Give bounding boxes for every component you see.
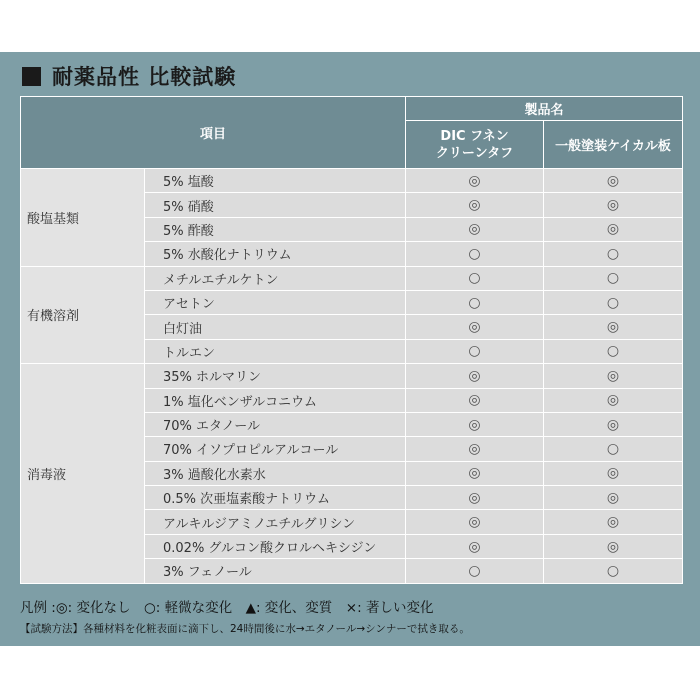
title-square-icon: [22, 67, 41, 86]
product-b-result: ◎: [544, 169, 683, 193]
item-name: 5% 硝酸: [145, 193, 406, 217]
table-row: [21, 266, 683, 290]
item-name: 70% エタノール: [145, 412, 406, 436]
product-a-result: ○: [406, 266, 544, 290]
product-b-result: ◎: [544, 315, 683, 339]
table-row: [21, 169, 683, 193]
product-b-result: ◎: [544, 486, 683, 510]
item-name: 3% 過酸化水素水: [145, 461, 406, 485]
product-a-result: ○: [406, 559, 544, 583]
category-cell: 有機溶剤: [21, 266, 145, 364]
item-name: トルエン: [145, 339, 406, 363]
product-a-result: ◎: [406, 315, 544, 339]
product-a-result: ◎: [406, 486, 544, 510]
header-product: 製品名: [406, 97, 683, 121]
product-a-result: ◎: [406, 388, 544, 412]
page-title: [22, 62, 236, 90]
product-b-result: ◎: [544, 217, 683, 241]
product-b-result: ◎: [544, 412, 683, 436]
table-body: [21, 169, 683, 584]
product-b-result: ◎: [544, 534, 683, 558]
item-name: 1% 塩化ベンザルコニウム: [145, 388, 406, 412]
product-a-result: ◎: [406, 169, 544, 193]
item-name: アセトン: [145, 290, 406, 314]
legend: 凡例 :◎: 変化なし ○: 軽微な変化 ▲: 変化、変質 ×: 著しい変化: [20, 600, 434, 616]
category-cell: 酸塩基類: [21, 169, 145, 267]
product-a-result: ○: [406, 242, 544, 266]
header-item: 項目: [21, 97, 406, 169]
header-product-a: DIC フネン クリーンタフ: [406, 121, 544, 169]
product-b-result: ○: [544, 290, 683, 314]
product-b-result: ◎: [544, 193, 683, 217]
table-row: [21, 364, 683, 388]
item-name: 70% イソプロピルアルコール: [145, 437, 406, 461]
comparison-table: [20, 96, 683, 584]
test-method-note: 【試験方法】各種材料を化粧表面に滴下し、24時間後に水→エタノール→シンナーで拭き取る。: [20, 623, 470, 635]
product-a-result: ◎: [406, 217, 544, 241]
product-a-result: ◎: [406, 412, 544, 436]
product-a-result: ◎: [406, 534, 544, 558]
item-name: 5% 酢酸: [145, 217, 406, 241]
product-b-result: ○: [544, 339, 683, 363]
product-b-result: ○: [544, 242, 683, 266]
product-a-result: ◎: [406, 510, 544, 534]
item-name: 0.5% 次亜塩素酸ナトリウム: [145, 486, 406, 510]
product-b-result: ◎: [544, 364, 683, 388]
item-name: 白灯油: [145, 315, 406, 339]
category-cell: 消毒液: [21, 364, 145, 584]
item-name: メチルエチルケトン: [145, 266, 406, 290]
product-a-result: ◎: [406, 437, 544, 461]
product-a-result: ◎: [406, 193, 544, 217]
item-name: 5% 塩酸: [145, 169, 406, 193]
item-name: アルキルジアミノエチルグリシン: [145, 510, 406, 534]
product-a-result: ◎: [406, 461, 544, 485]
item-name: 5% 水酸化ナトリウム: [145, 242, 406, 266]
product-b-result: ◎: [544, 388, 683, 412]
chemical-resistance-panel: [0, 52, 700, 646]
item-name: 0.02% グルコン酸クロルヘキシジン: [145, 534, 406, 558]
product-a-result: ◎: [406, 364, 544, 388]
product-b-result: ○: [544, 559, 683, 583]
title-text: 耐薬品性 比較試験: [52, 65, 237, 89]
header-product-b: 一般塗装ケイカル板: [544, 121, 683, 169]
product-b-result: ○: [544, 266, 683, 290]
item-name: 35% ホルマリン: [145, 364, 406, 388]
product-b-result: ◎: [544, 461, 683, 485]
product-a-result: ○: [406, 290, 544, 314]
item-name: 3% フェノール: [145, 559, 406, 583]
product-b-result: ◎: [544, 510, 683, 534]
product-b-result: ○: [544, 437, 683, 461]
product-a-result: ○: [406, 339, 544, 363]
